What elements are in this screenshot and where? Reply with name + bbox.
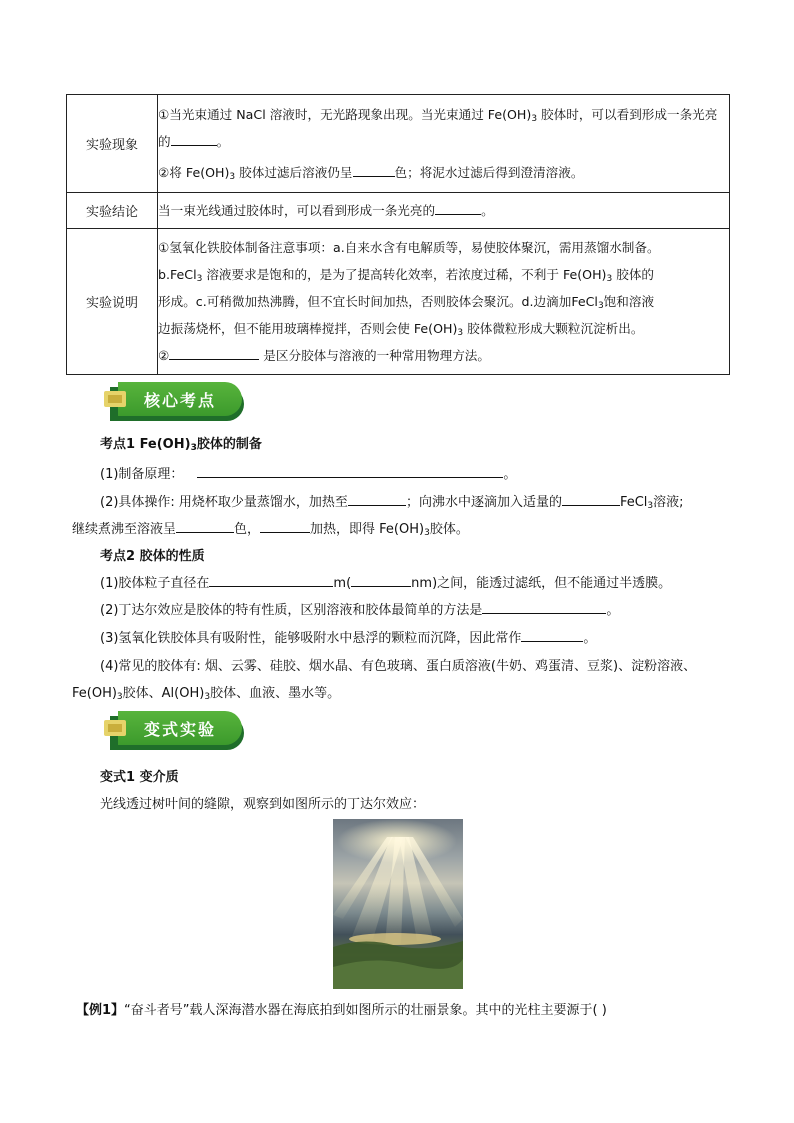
row-content-phenomenon	[158, 95, 730, 193]
table-row	[67, 229, 730, 375]
answer-blank[interactable]	[209, 572, 333, 587]
row-header-phenomenon: 实验现象	[67, 95, 158, 193]
answer-blank[interactable]	[171, 131, 217, 146]
tyndall-effect-photo	[333, 819, 463, 989]
point1-line-1: (1)制备原理： 。	[100, 463, 516, 482]
answer-blank[interactable]	[521, 627, 583, 642]
row-content-notes: ①氢氧化铁胶体制备注意事项：a.自来水含有电解质等，易使胶体聚沉，需用蒸馏水制备。 b.FeCl$_3$ 溶液要求是饱和的，是为了提高转化效率，若浓度过稀，不利于 $Fe(OH)_3$ 胶体的 形成。c.可稍微加热沸腾，但不宜长时间加热，否则胶体会聚沉。d.边滴加FeCl$_3$饱和溶液 边振荡烧杯，但不能用玻璃棒搅拌，否则会使 $Fe(OH)_3$ 胶体微粒形成大颗粒沉淀析出。 ② 是区分胶体与溶液的一种常用物理方法。	[158, 229, 730, 375]
section-banner-core-points	[104, 382, 246, 422]
answer-blank[interactable]	[562, 491, 620, 506]
answer-blank[interactable]	[351, 572, 411, 587]
answer-blank[interactable]	[169, 345, 259, 360]
answer-blank[interactable]	[482, 599, 606, 614]
variant1-description: 光线透过树叶间的缝隙，观察到如图所示的丁达尔效应：	[100, 797, 426, 812]
point2-title: 考点2 胶体的性质	[100, 549, 205, 564]
point2-line-5: $Fe(OH)_3$胶体、$Al(OH)_3$胶体、血液、墨水等。	[72, 686, 341, 702]
phenomenon-line-1: ①当光束通过 NaCl 溶液时，无光路现象出现。当光束通过 $Fe(OH)_3$ 胶体时，可以看到形成一条光亮的 。	[158, 107, 718, 149]
point2-line-2: (2)丁达尔效应是胶体的特有性质，区别溶液和胶体最简单的方法是 。	[100, 599, 619, 618]
answer-blank[interactable]	[197, 463, 503, 478]
point2-line-1: (1)胶体粒子直径在 m( nm)之间，能透过滤纸，但不能通过半透膜。	[100, 572, 671, 591]
answer-blank[interactable]	[353, 162, 395, 177]
point2-line-3: (3)氢氧化铁胶体具有吸附性，能够吸附水中悬浮的颗粒而沉降，因此常作 。	[100, 627, 596, 646]
banner-label: 核心考点	[144, 391, 217, 410]
light-rays-image	[333, 819, 463, 989]
row-header-conclusion: 实验结论	[67, 193, 158, 229]
row-header-notes: 实验说明	[67, 229, 158, 375]
point1-line-3: 继续煮沸至溶液呈 色， 加热，即得 $Fe(OH)_3$胶体。	[72, 518, 469, 537]
table-row	[67, 193, 730, 229]
point2-line-4: (4)常见的胶体有: 烟、云雾、硅胶、烟水晶、有色玻璃、蛋白质溶液(牛奶、鸡蛋清、豆浆)、淀粉溶液、	[100, 659, 697, 674]
answer-blank[interactable]	[348, 491, 406, 506]
answer-blank[interactable]	[435, 200, 481, 215]
section-banner-variant-experiment	[104, 711, 246, 751]
table-row	[67, 95, 730, 193]
phenomenon-line-2: ②将 $Fe(OH)_3$ 胶体过滤后溶液仍呈 色；将泥水过滤后得到澄清溶液。	[158, 159, 729, 186]
point1-line-2: (2)具体操作: 用烧杯取少量蒸馏水，加热至 ；向沸水中逐滴加入适量的 FeCl$_3$溶液;	[100, 491, 684, 510]
experiment-table	[66, 94, 730, 375]
banner-label: 变式实验	[144, 720, 217, 739]
row-content-conclusion: 当一束光线通过胶体时，可以看到形成一条光亮的 。	[158, 193, 730, 229]
answer-blank[interactable]	[260, 518, 310, 533]
point1-title: 考点1 $Fe(OH)_3$胶体的制备	[100, 437, 262, 453]
example-1: 【例1】“奋斗者号”载人深海潜水器在海底拍到如图所示的壮丽景象。其中的光柱主要源于( )	[76, 1003, 607, 1018]
answer-blank[interactable]	[176, 518, 234, 533]
variant1-title: 变式1 变介质	[100, 770, 179, 785]
